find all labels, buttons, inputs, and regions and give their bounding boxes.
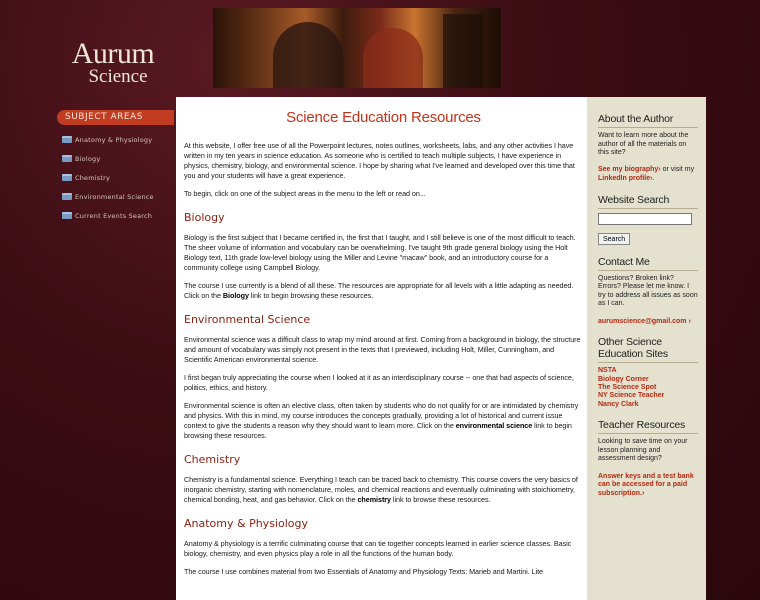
intro-paragraph-2: To begin, click on one of the subject areas in the menu to the left or read on... — [184, 189, 426, 198]
folder-icon — [62, 212, 72, 219]
contact-text — [598, 275, 698, 327]
biology-link[interactable]: Biology — [222, 291, 249, 300]
chevron-right-icon: › — [641, 489, 645, 497]
other-sites-section — [598, 336, 698, 409]
nav-item-environmental[interactable] — [57, 192, 174, 201]
nav-item-label: Anatomy & Physiology — [75, 135, 153, 144]
search-input[interactable] — [598, 213, 692, 225]
nav-item-label: Current Events Search — [75, 211, 153, 220]
nav-item-label: Chemistry — [75, 173, 111, 182]
nav-item-label: Environmental Science — [75, 192, 154, 201]
contact-section — [598, 256, 698, 327]
banner-figure-right — [363, 28, 423, 88]
text: Chemistry is a fundamental science. Everything I teach can be traced back to chemistry. This course covers the very basics of inorganic chemistry, starting with nomenclature, moles, and chemical reactions and eventually culminating with stoichiometry, chemical bonding, heat, and gas behavior. Click on the — [184, 475, 578, 504]
folder-icon — [62, 155, 72, 162]
nav-item-label: Biology — [75, 154, 101, 163]
environmental-paragraph: Environmental science was a difficult class to wrap my mind around at first. Coming from a background in biology, the structure and amount of vocabulary was simply not present in the texts that I previewed, including Holt, Miller, Cunningham, and Scientific American environmental science. — [184, 335, 581, 364]
folder-icon — [62, 174, 72, 181]
text: Questions? Broken link? Errors? Please let me know. I try to address all issues as soon as I can. — [598, 274, 698, 308]
folder-icon — [62, 193, 72, 200]
text: link to begin browsing these resources. — [184, 421, 572, 440]
biology-paragraph: Biology is the first subject that I became certified in, the first that I taught, and I still believe is one of the most difficult to teach. The sheer volume of information and vocabulary can be overwhelming. I've taught 9th grade general biology using the Holt Biology text, 11th grade low-level biology using the Miller and Levine "macaw" book, and an introductory course for a community college using Campbell Biology. — [184, 233, 576, 272]
chemistry-link[interactable]: chemistry — [357, 495, 391, 504]
chevron-right-icon: › — [650, 174, 653, 182]
main-content — [176, 97, 587, 600]
link-science-spot[interactable]: The Science Spot — [598, 383, 657, 391]
teacher-resources-text — [598, 438, 698, 498]
page-title: Science Education Resources — [286, 109, 481, 126]
nav-item-current-events[interactable] — [57, 211, 174, 220]
subject-sidebar — [57, 110, 174, 220]
chevron-right-icon: › — [658, 166, 661, 174]
chemistry-heading: Chemistry — [184, 453, 241, 466]
right-sidebar — [587, 97, 706, 600]
environmental-link[interactable]: environmental science — [455, 421, 533, 430]
chemistry-paragraph — [184, 475, 583, 505]
text: Looking to save time on your lesson planning and assessment design? — [598, 438, 688, 463]
anatomy-paragraph-2: The course I use combines material from two Essentials of Anatomy and Physiology Texts: Marieb and Martini. Lite — [184, 567, 543, 576]
anatomy-paragraph: Anatomy & physiology is a terrific culminating course that can tie together concepts learned in earlier science classes. Basic biology, chemistry, and even physics play a role in all the functions of the human body. — [184, 539, 572, 558]
answer-keys-link[interactable]: Answer keys and a test bank can be accessed for a paid subscription. — [598, 472, 694, 497]
about-text: Want to learn more about the author of all the materials on this site? See my biography› or visit my LinkedIn profile›. — [598, 132, 695, 182]
nav-item-biology[interactable] — [57, 154, 174, 163]
text: or visit my — [660, 166, 695, 174]
logo-line-1: Aurum — [71, 37, 155, 70]
logo-line-2: Science — [88, 66, 148, 87]
banner-figure-left — [273, 22, 343, 88]
search-heading: Website Search — [598, 194, 698, 209]
contact-heading: Contact Me — [598, 256, 698, 271]
teacher-resources-section — [598, 419, 698, 498]
search-button[interactable]: Search — [598, 233, 630, 245]
linkedin-link[interactable]: LinkedIn profile — [598, 174, 651, 182]
text: Environmental science is often an elective class, often taken by students who do not qualify for or are intimidated by chemistry and physics. With this in mind, my course introduces the concepts gradually, providing a lot of historical and current issue context to give the students a reason why they should want to learn more. Click on the — [184, 401, 579, 430]
text: link to browse these resources. — [390, 495, 491, 504]
environmental-paragraph-3 — [184, 401, 583, 441]
folder-icon — [62, 136, 72, 143]
text: The course I use currently is a blend of all these. The resources are appropriate for all levels with a little adapting as needed. Click on the — [184, 281, 574, 300]
biology-heading: Biology — [184, 211, 225, 224]
about-section — [598, 113, 698, 184]
intro-paragraph: At this website, I offer free use of all the Powerpoint lectures, notes outlines, worksheets, labs, and any other activities I have written in my ten years in science education. As someone who is certified to teach multiple subjects, I have experience in physics, chemistry, biology, and environmental science. I hope by sharing what I've learned and developed over this time that you and your students will have a great experience. — [184, 141, 575, 180]
search-section — [598, 194, 698, 246]
environmental-paragraph-2: I first began truly appreciating the course when I looked at it as an interdisciplinary course -- one that had aspects of science, politics, ethics, and history. — [184, 373, 574, 392]
biography-link[interactable]: See my biography — [598, 166, 659, 174]
link-nancy-clark[interactable]: Nancy Clark — [598, 400, 639, 408]
chevron-right-icon: › — [686, 317, 691, 325]
about-heading: About the Author — [598, 113, 698, 128]
nav-item-anatomy[interactable] — [57, 135, 174, 144]
environmental-heading: Environmental Science — [184, 313, 311, 326]
text: link to begin browsing these resources. — [248, 291, 374, 300]
nav-item-chemistry[interactable] — [57, 173, 174, 182]
link-nsta[interactable]: NSTA — [598, 367, 617, 375]
text: Want to learn more about the author of all the materials on this site? — [598, 132, 689, 157]
email-link[interactable]: aurumscience@gmail.com — [598, 317, 687, 325]
subject-areas-header: SUBJECT AREAS — [57, 110, 174, 125]
teacher-resources-heading: Teacher Resources — [598, 419, 698, 434]
anatomy-heading: Anatomy & Physiology — [184, 517, 308, 530]
site-logo[interactable] — [68, 37, 158, 87]
header-banner-image — [213, 8, 501, 88]
other-sites-list — [598, 367, 698, 409]
biology-paragraph-2 — [184, 281, 583, 301]
link-biology-corner[interactable]: Biology Corner — [598, 375, 649, 383]
banner-shelf — [443, 14, 483, 88]
other-sites-heading: Other Science Education Sites — [598, 336, 698, 363]
link-ny-science-teacher[interactable]: NY Science Teacher — [598, 392, 665, 400]
